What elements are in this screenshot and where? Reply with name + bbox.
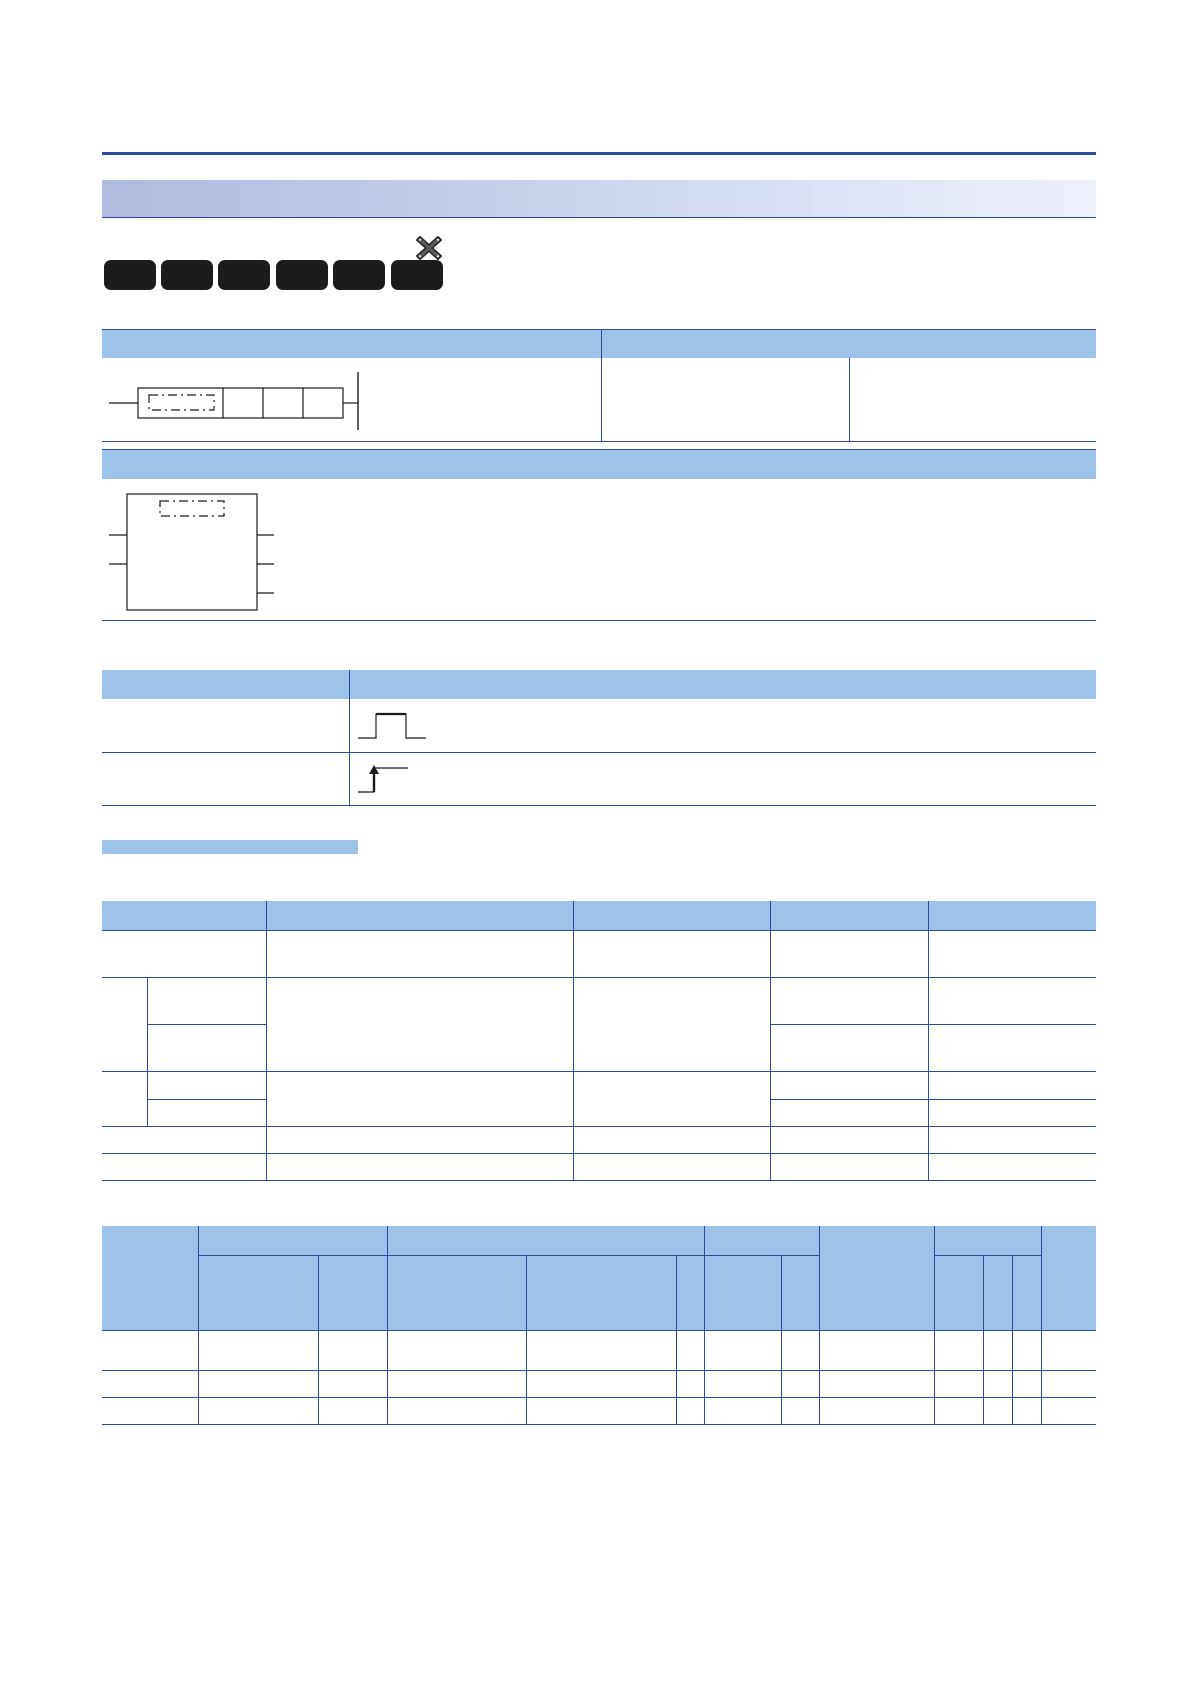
section-banner	[102, 180, 1096, 217]
devices-header-group-line	[199, 1255, 387, 1256]
execution-row-line	[102, 752, 1096, 753]
operands-col-line	[770, 901, 771, 1180]
operands-table-bottom	[102, 1180, 1096, 1181]
operands-col-line	[266, 901, 267, 1180]
devices-row-line	[102, 1397, 1096, 1398]
execution-table-bottom	[102, 805, 1096, 806]
operands-row-line	[770, 1024, 1096, 1025]
fbd-header	[102, 450, 1096, 479]
devices-header-bottom	[102, 1330, 1096, 1331]
devices-subcol-line	[676, 1255, 677, 1425]
operands-row-line	[102, 1153, 1096, 1154]
banner-underline	[102, 217, 1096, 218]
operands-subcol-line	[147, 977, 148, 1127]
devices-header-group-line	[705, 1255, 819, 1256]
devices-subcol-line	[526, 1255, 527, 1425]
devices-col-line	[1041, 1226, 1042, 1425]
series-chip	[391, 260, 443, 290]
devices-subcol-line	[781, 1255, 782, 1425]
series-chip	[333, 260, 385, 290]
devices-col-line	[387, 1226, 388, 1425]
operands-col-line	[573, 901, 574, 1180]
devices-header-group-line	[388, 1255, 704, 1256]
fbd-block	[105, 492, 275, 612]
execution-header-1	[102, 670, 349, 699]
devices-subcol-line	[318, 1255, 319, 1425]
series-chip	[104, 260, 156, 290]
rising-edge-icon	[356, 762, 412, 796]
devices-col-line	[819, 1226, 820, 1425]
devices-table-bottom	[102, 1424, 1096, 1425]
devices-header-group-line	[935, 1255, 1041, 1256]
operands-header-row	[102, 901, 1096, 930]
pulse-waveform-icon	[356, 710, 428, 742]
fbd-table-bottom	[102, 620, 1096, 621]
series-chip	[276, 260, 328, 290]
devices-subcol-line	[1012, 1255, 1013, 1425]
devices-col-line	[934, 1226, 935, 1425]
operands-row-line	[147, 1024, 267, 1025]
syntax-st-divider	[849, 358, 850, 442]
series-chip	[218, 260, 270, 290]
series-chip	[161, 260, 213, 290]
operands-header-bottom	[102, 930, 1096, 931]
operands-row-line	[102, 1071, 1096, 1072]
top-rule	[102, 152, 1096, 155]
cross-mark-icon	[414, 233, 444, 263]
operands-row-line	[102, 977, 1096, 978]
devices-row-line	[102, 1370, 1096, 1371]
execution-header-2	[350, 670, 1096, 699]
operands-row-line	[102, 1126, 1096, 1127]
subsection-bar	[102, 840, 358, 854]
devices-subcol-line	[983, 1255, 984, 1425]
syntax-divider	[601, 330, 602, 442]
ladder-symbol	[105, 368, 365, 432]
devices-header-block	[102, 1226, 1096, 1330]
devices-col-line	[704, 1226, 705, 1425]
ladder-header	[102, 330, 601, 358]
syntax-row-bottom	[102, 441, 1096, 442]
operands-col-line	[928, 901, 929, 1180]
st-header	[602, 330, 1096, 358]
execution-divider	[349, 670, 350, 805]
operands-row-line	[147, 1099, 267, 1100]
operands-row-line	[770, 1099, 1096, 1100]
devices-col-line	[198, 1226, 199, 1425]
